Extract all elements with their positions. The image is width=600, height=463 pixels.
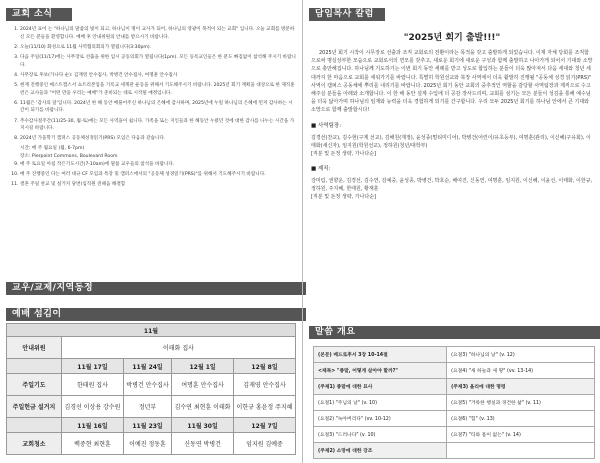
outline-cell: (요절7) "티와 흠이 없는" (v. 14) [447,427,595,443]
month-header: 11월 [7,324,296,337]
deacon-note: [직분 및 돈정 생략, 가나다순] [311,193,376,200]
outline-cell: (요절3) "하나님의 날" (v. 12) [447,347,595,363]
sermon-outline-table [313,346,595,459]
date-cell: 11월 23일 [123,418,171,433]
date-cell: 11월 30일 [172,418,234,433]
outline-row [314,347,595,363]
table-cell: 정년부 [123,396,171,418]
worship-section-bar: 예배 섬김이 [6,308,306,321]
outline-section-bar: 말씀 개요 [309,326,600,339]
team-note: [직분 및 돈정 생략, 가나다순] [311,150,376,157]
outline-row [314,379,595,395]
row-label: 주일헌금 설거지 [7,396,62,418]
date-row-1 [7,359,296,374]
news-list [6,26,296,191]
outline-cell: <제목> "종말, 어떻게 살아야 할까?" [314,363,447,379]
outline-cell: (요절4) "새 하늘과 새 땅" (vv. 13-14) [447,363,595,379]
guide-label: 안내위원 [7,337,62,359]
deacon-label: ■ 제직: [311,165,331,172]
date-cell: 11월 16일 [62,418,124,433]
nav-section-bar: 교우/교제/지역동정 [6,282,306,295]
outline-row [314,443,595,459]
news-item: 1. 2024년 표어 는 "하나님의 말씀의 빛이 되고, 하나님이 명이 교사가 되어, 하나님의 영광이 목적이 되는 교회" 입니다. 오늘 교회를 방문하신 모든 분들을 환영합니다. 예배 후 안내위원의 안내를 받으시기 바랍니다. [20,26,296,41]
outline-cell: (주제2) 소망에 대한 강조 [314,443,447,459]
column-body [303,22,600,201]
news-item: 2. 오늘(11/10) 화성으로 11월 사역협의회의가 열립니다(3:30pm). [20,44,296,52]
news-item: 9. 매 주 토요일 아침 작은기도시간(7-10am)에 말씀 교우들의 참석을 바랍니다. [20,161,296,169]
outline-cell: (요절2) "녹아버리다" (vv. 10-12) [314,411,447,427]
worship-schedule-table [6,323,296,455]
date-row-empty [7,359,62,374]
table-cell: 한태원 집사 [62,374,124,396]
date-cell: 11월 24일 [123,359,171,374]
news-section-title: 교회 소식 [6,8,72,21]
prayer-row [7,374,296,396]
outline-cell: (요절5) "거룩한 행실과 경건한 삶" (v. 11) [447,395,595,411]
table-cell: 이예진 정동훈 [123,433,171,455]
table-cell: 이한규 홍윤정 주지혜 [234,396,296,418]
table-cell: 여명훈 안수집사 [172,374,234,396]
outline-row [314,411,595,427]
outline-row [314,427,595,443]
outline-cell: (요절1) "주님의 날" (v. 10) [314,395,447,411]
date-cell: 11월 17일 [62,359,124,374]
news-item: 4. 사무장로 후보(가나다 순): 김재영 안수집사, 박병건 안수집사, 여명훈 안수집사 [20,72,296,80]
date-row-empty [7,418,62,433]
table-cell: 신동연 박병건 [172,433,234,455]
outline-cell: (주제1) 종말에 대한 묘사 [314,379,447,395]
outline-cell [447,443,595,459]
row-label: 주일기도 [7,374,62,396]
deacon-members: 강미림, 권향운, 김경선, 김수연, 김예중, 윤성종, 박병건, 박호순, 배여진, 신동연, 여명훈, 임지원, 이신혜, 이윤선, 이태화, 이한규, 정하원, 주지혜, 한태원, 황재훈 [311,177,593,192]
table-cell: 백중현 최현훈 [62,433,124,455]
news-item: 6. 11월은 '감사의 달'입니다. 2024년 한 해 동안 베풀어주신 하나님의 은혜에 감사하며, 2025년에 누릴 하나님의 은혜에 먼저 감사하는 시간이 되기를 바랍니다. [20,100,296,115]
news-item: 8. 2024년 가을학기 캠퍼스 공동체성경읽기(PRS) 모임은 다음과 같습니다. [20,135,296,143]
table-cell: 임지원 김예중 [234,433,296,455]
news-item: 7. 추수감사절주간(11/25-30, 월-토)에는 모든 사역을이 쉽니다. 가족을 또는 지인들과 한 해동안 누렸던 것에 대한 감사를 나누는 시간을 가지시길 바랍니다. [20,118,296,133]
news-item: 5. 현재 진행중인 메스트캠스서 쇼트리본업을 기록교 세계관 운동을 위해서 기도해주시기 바랍니다. 2025년 회기 계획을 대상으로 한 제직훈련은 교사들과 "어떤 만을 우리는 예배"가 준비되는 대로 시작될 예정입니다. [20,82,296,97]
date-row-2 [7,418,296,433]
team-label-text: 사역팀장: [317,122,342,129]
news-ordered-list [6,26,296,189]
news-item: 10. 매 주 진행중인 다는 여러 대규 CF 모임과 특강 및 캠퍼스에서의 "공동체 성경읽기(PRS)"를 위해서 기도해주시기 바랍니다. [20,171,296,179]
sermon-body: 2025년 회기 시작이 시무장로 선출과 조직 교회로의 전환이라는 목적을 갖고 출발하게 되었습니다. 이제 자체 당회를 조직함으로써 명실상부한 모습으로 교회로서의 면모를 갖추고, 새로운 회기에 새로운 구성과 함께 출발하고 나아가게 되어서 기대와 소망으로 충만해집니다. 하나님께 기도하기는 이번 회기 동안 세례를 받고 성도로 합입하는 분들이 더욱 많아져서 다음 세대와 청년 세대까지 한 마음으로 교회를 세워가기를 바랍니다. 특별히 학원선교와 북장 사역에서 더욱 활발히 진행될 "공동체 성경 읽기(PRS)" 사역이 캠퍼스 공동체에 뿌리를 내리기를 바랍니다. 2025년 회기 동안 교회의 중추적인 역할을 감당할 사역팀장과 제직으로 수고해주실 분들을 아래와 소개합니다. 이 한 해 동안 설계 수입에 더 공감 장사드리며, 교회를 섬기는 모든 분들이 성김을 통해 예수님을 더욱 닮아가며 하나님의 임재와 능력을 더욱 경험하게 되기를 간구합니다. 우리 모두 2025년 회기를 하나님 안에서 큰 기대와 소망으로 함께 출발합시다! [311,50,593,114]
team-members: 김경선(찬교), 김수현(구제 선교), 김해원(재정), 윤성종(멀티미디어), 박병건(어린이/유초등부), 여명훈(관리), 이신혜(구유회), 이태화(새신자), 임지원(학원선교), 정하원(청년/대학부) [311,134,591,149]
date-cell: 12월 8일 [234,359,296,374]
outline-cell: (주제3) 올리에 대한 명령 [447,379,595,395]
outline-cell: (본문) 베드로후서 3장 10-14절 [314,347,447,363]
prs-detail: 시간: 매 주 월요일 (월, 6-7pm) [20,146,85,152]
deacon-label-text: 제직: [317,165,331,172]
sermon-title: "2025년 회기 출발!!!" [403,33,501,43]
table-cell: 박병건 안수집사 [123,374,171,396]
table-cell: 김경선 이상용 강수원 [62,396,124,418]
team-label: ■ 사역팀장: [311,122,342,129]
offering-row [7,396,296,418]
outline-row [314,363,595,379]
row-label: 교회청소 [7,433,62,455]
news-item: 3. 다음 주일(11/17)에는 사무장로 선출을 위한 임시 공동의회가 열립니다(1pm). 모든 등록교인들은 한 분도 빠짐없이 참석해 주시기 바랍니다. [20,54,296,69]
prs-detail: 장소: Pierpoint Commons, Boulevard Room [20,154,118,160]
column-title: 담임목사 칼럼 [309,8,385,21]
guide-name: 이태화 집사 [62,337,296,359]
outline-row [314,395,595,411]
outline-cell: (요절3) "드러나다" (v. 10) [314,427,447,443]
right-column [302,0,600,463]
table-cell: 김재영 안수집사 [234,374,296,396]
news-item: 11. 결혼 주일 찬교 및 설거지 당번(임직원 전때음 해결합 [20,181,296,189]
date-cell: 12월 1일 [172,359,234,374]
outline-cell: (요절6) "힘" (v. 13) [447,411,595,427]
table-cell: 김수연 최현훈 이태화 [172,396,234,418]
cleaning-row [7,433,296,455]
date-cell: 12월 7일 [234,418,296,433]
